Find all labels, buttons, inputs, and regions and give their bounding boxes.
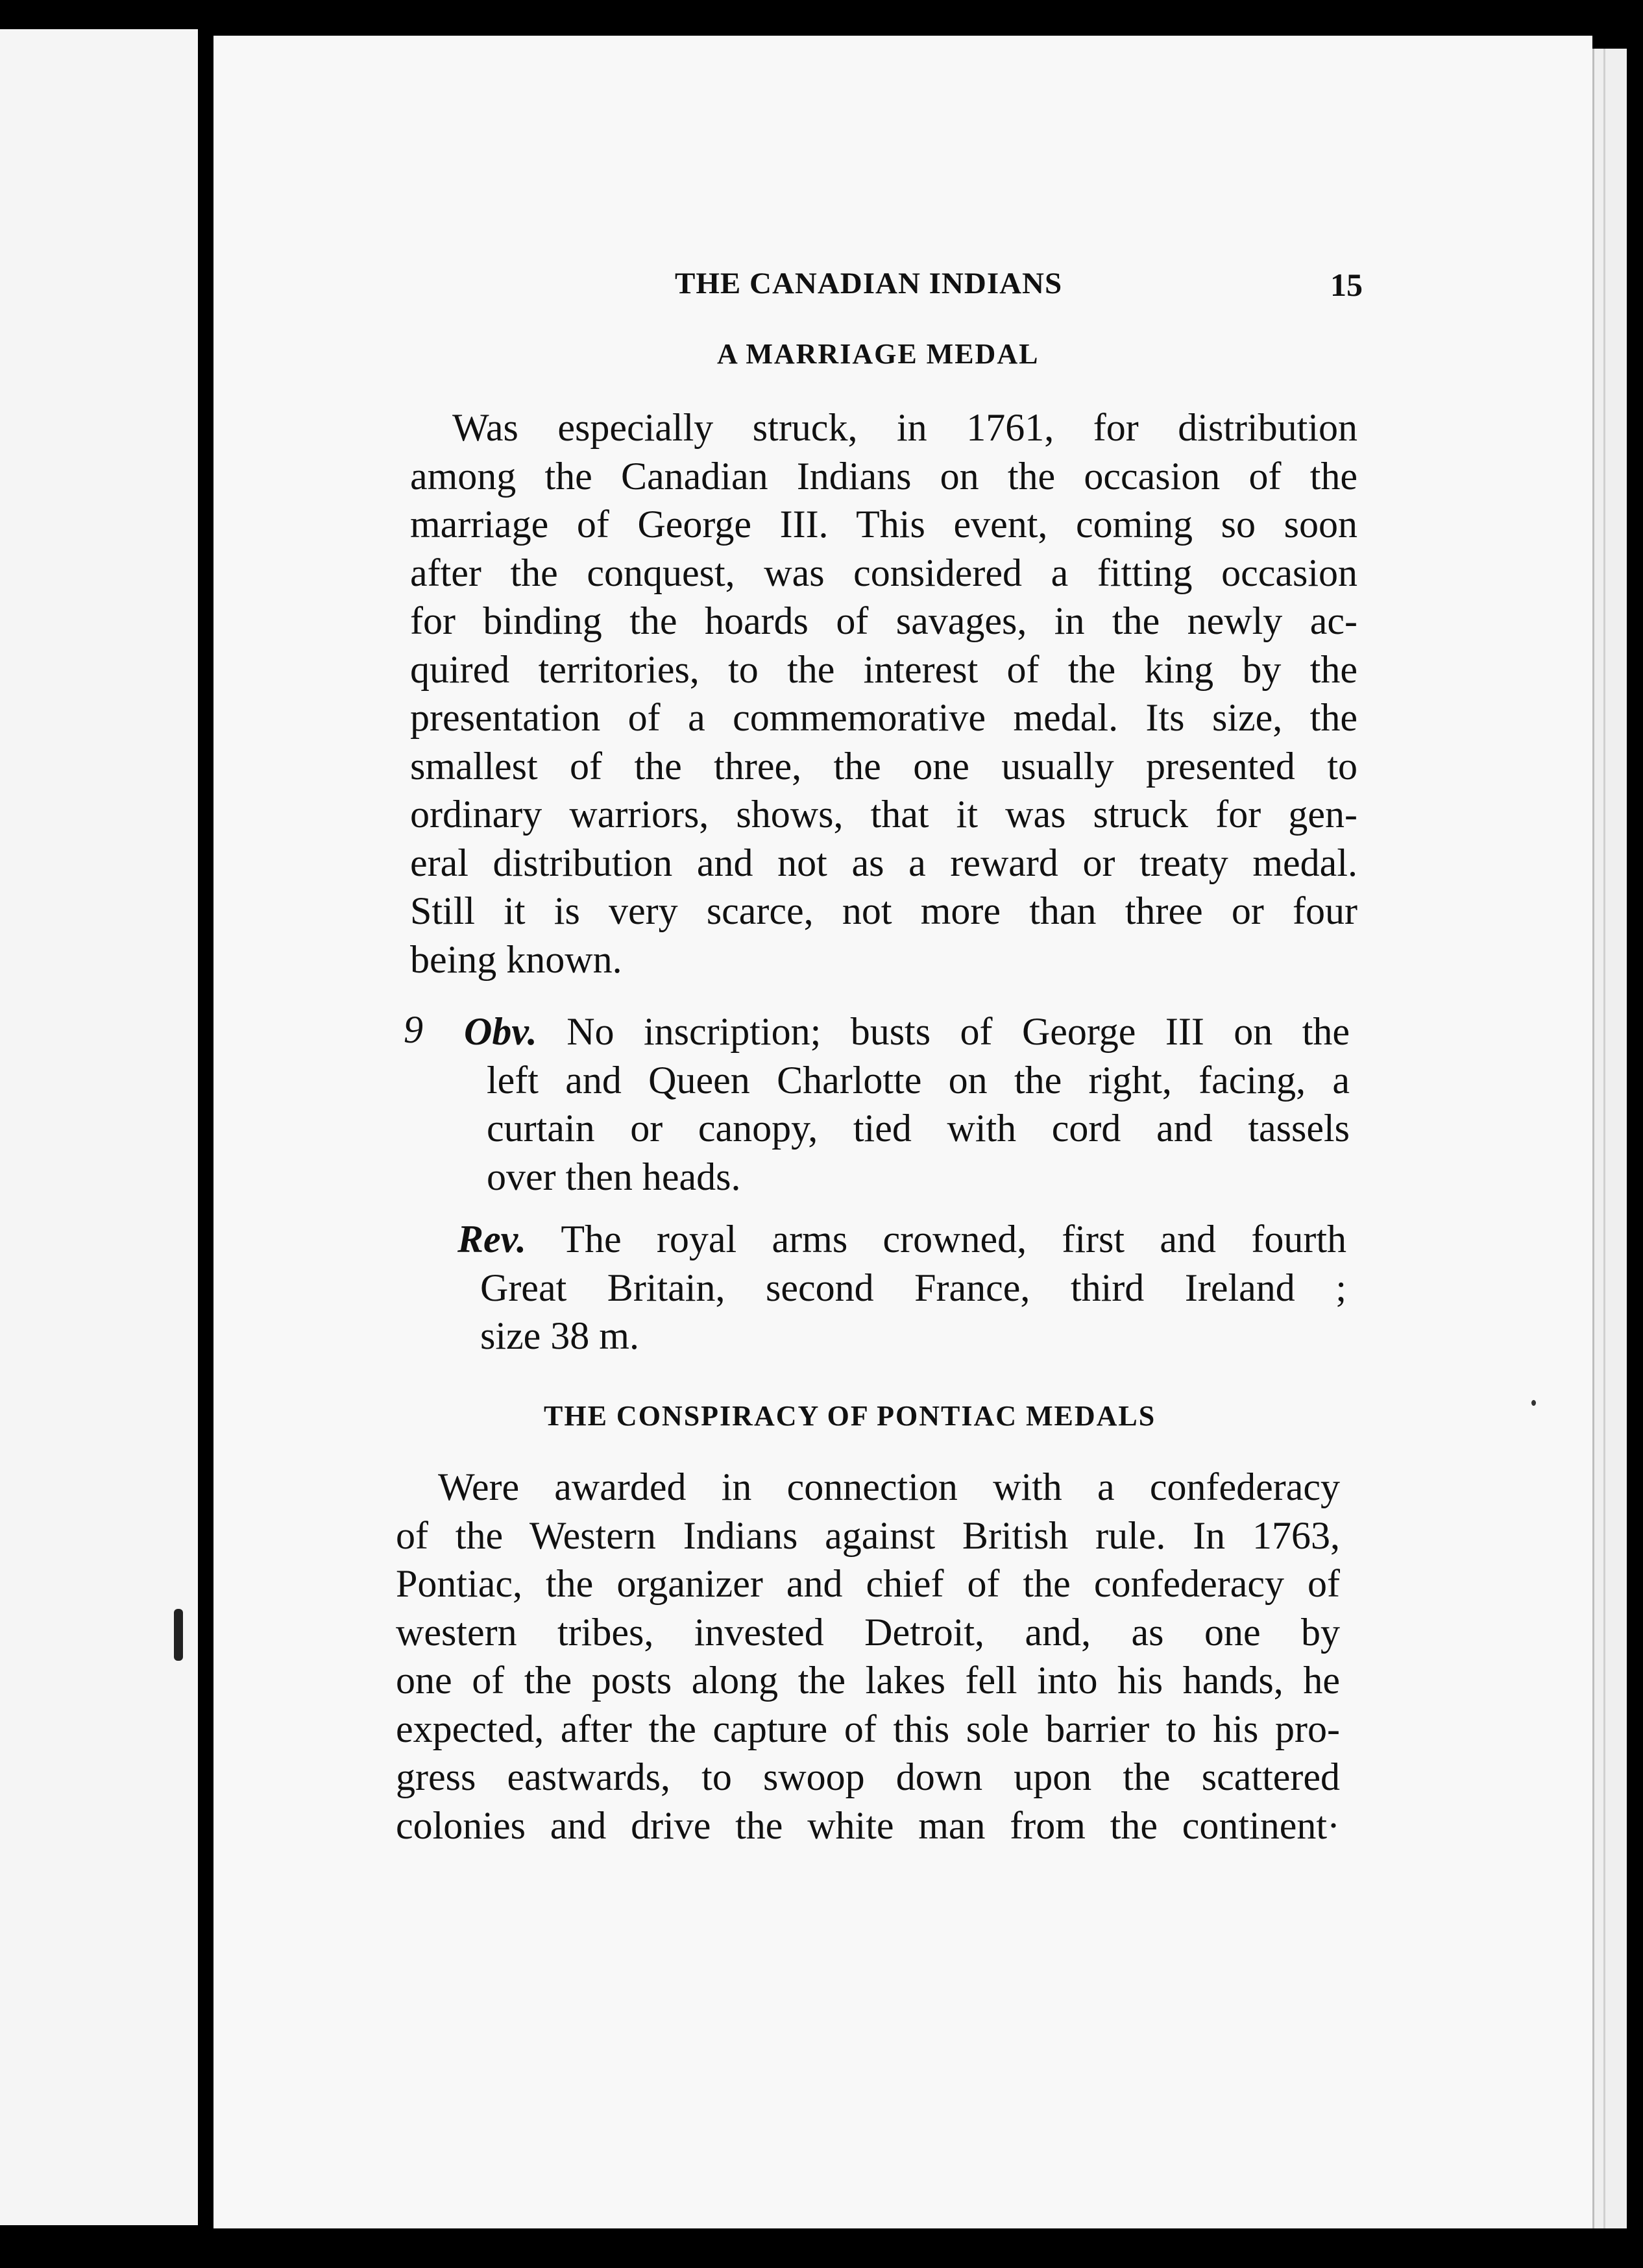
- paragraph-marriage-medal: [410, 404, 1357, 983]
- text-line: curtain or canopy, tied with cord and tassels: [487, 1107, 1350, 1150]
- ink-speck: [1531, 1400, 1536, 1406]
- obverse-description: [464, 1007, 1350, 1201]
- text-line: Pontiac, the organizer and chief of the confederacy of: [396, 1562, 1340, 1605]
- text-line: [464, 1007, 1350, 1056]
- text-line: [457, 1215, 1346, 1264]
- text-line: expected, after the capture of this sole barrier to his pro-: [396, 1707, 1340, 1750]
- text-line: left and Queen Charlotte on the right, facing, a: [487, 1058, 1350, 1102]
- text-line: after the conquest, was considered a fitting occasion: [410, 551, 1357, 594]
- book-gutter: [198, 0, 213, 2268]
- section-heading-marriage-medal: A MARRIAGE MEDAL: [717, 338, 1040, 370]
- text-line: ordinary warriors, shows, that it was struck for gen-: [410, 793, 1357, 836]
- text-line: Was especially struck, in 1761, for distribution: [452, 406, 1357, 449]
- binding-thread-mark: [174, 1609, 183, 1661]
- text-line: gress eastwards, to swoop down upon the scattered: [396, 1755, 1340, 1798]
- text-line: Still it is very scarce, not more than three or four: [410, 889, 1357, 932]
- obverse-label: Obv.: [464, 1010, 537, 1053]
- reverse-label: Rev.: [457, 1218, 527, 1261]
- text-line: Great Britain, second France, third Ireland ;: [480, 1266, 1346, 1309]
- reverse-description: [457, 1215, 1346, 1360]
- text-line: Were awarded in connection with a confederacy: [438, 1466, 1340, 1508]
- text-line: quired territories, to the interest of the king by the: [410, 647, 1357, 691]
- page-stack-edge: [1592, 49, 1627, 2228]
- facing-page-edge: [0, 29, 198, 2225]
- text-line: colonies and drive the white man from the continent·: [396, 1804, 1340, 1847]
- text-line: smallest of the three, the one usually presented to: [410, 744, 1357, 788]
- text-line: presentation of a commemorative medal. Its size, the: [410, 696, 1357, 739]
- text-line: eral distribution and not as a reward or treaty medal.: [410, 841, 1357, 884]
- catalogue-entry-number: 9: [404, 1008, 423, 1051]
- text-line: western tribes, invested Detroit, and, as one by: [396, 1610, 1340, 1654]
- obverse-text: No inscription; busts of George III on the: [566, 1010, 1350, 1053]
- text-line: being known.: [410, 937, 622, 981]
- text-line: one of the posts along the lakes fell into his hands, he: [396, 1659, 1340, 1702]
- text-line: size 38 m.: [480, 1314, 639, 1357]
- running-head: THE CANADIAN INDIANS: [675, 267, 1063, 300]
- section-heading-pontiac-medals: THE CONSPIRACY OF PONTIAC MEDALS: [544, 1400, 1156, 1432]
- text-line: of the Western Indians against British rule. In 1763,: [396, 1514, 1340, 1557]
- text-line: among the Canadian Indians on the occasion of the: [410, 454, 1357, 498]
- page-number: 15: [1330, 267, 1363, 303]
- text-line: marriage of George III. This event, coming so soon: [410, 503, 1357, 546]
- reverse-text: The royal arms crowned, first and fourth: [561, 1218, 1346, 1261]
- paragraph-pontiac-medals: [396, 1463, 1340, 1850]
- text-line: for binding the hoards of savages, in the newly ac-: [410, 599, 1357, 642]
- text-line: over then heads.: [487, 1155, 741, 1198]
